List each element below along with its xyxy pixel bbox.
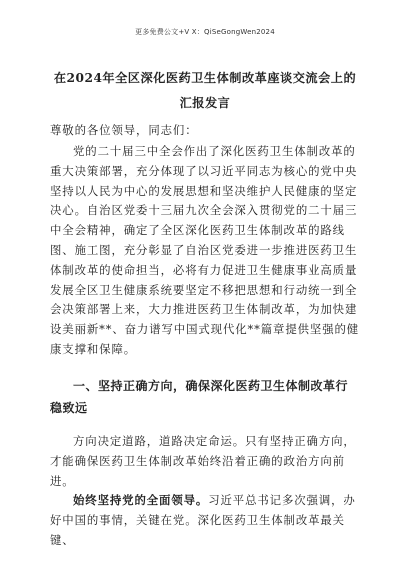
document-title: 在2024年全区深化医药卫生体制改革座谈交流会上的汇报发言 bbox=[53, 71, 357, 110]
salutation: 尊敬的各位领导，同志们： bbox=[50, 123, 198, 137]
paragraph-3 bbox=[50, 491, 360, 550]
paragraph-3-text: 习近平总书记多次强调，办好中国的事情，关键在党。深化医药卫生体制改革最关键、 bbox=[50, 493, 356, 547]
header-note: 更多免费公文+V X：QiSeGongWen2024 bbox=[135, 28, 275, 36]
section-heading-1: 一、坚持正确方向，确保深化医药卫生体制改革行稳致远 bbox=[50, 379, 349, 415]
paragraph-1: 党的二十届三中全会作出了深化医药卫生体制改革的重大决策部署，充分体现了以习近平同志为核心的党中央坚持以人民为中心的发展思想和坚决维护人民健康的坚定决心。自治区党委十三届九次全会深入贯彻党的二十届三中全会精神，确定了全区深化医药卫生体制改革的路线图、施工图，充分彰显了自治区党委进一步推进医药卫生体制改革的使命担当，必将有力促进卫生健康事业高质量发展全区卫生健康系统要坚定不移把思想和行动统一到全会决策部署上来，大力推进医药卫生体制改革，为加快建设美丽新**、奋力谱写中国式现代化**篇章提供坚强的健康支撑和保障。 bbox=[50, 144, 360, 356]
paragraph-2: 方向决定道路，道路决定命运。只有坚持正确方向，才能确保医药卫生体制改革始终沿着正确的政治方向前进。 bbox=[50, 434, 356, 488]
paragraph-3-lead: 始终坚持党的全面领导。 bbox=[73, 493, 209, 507]
